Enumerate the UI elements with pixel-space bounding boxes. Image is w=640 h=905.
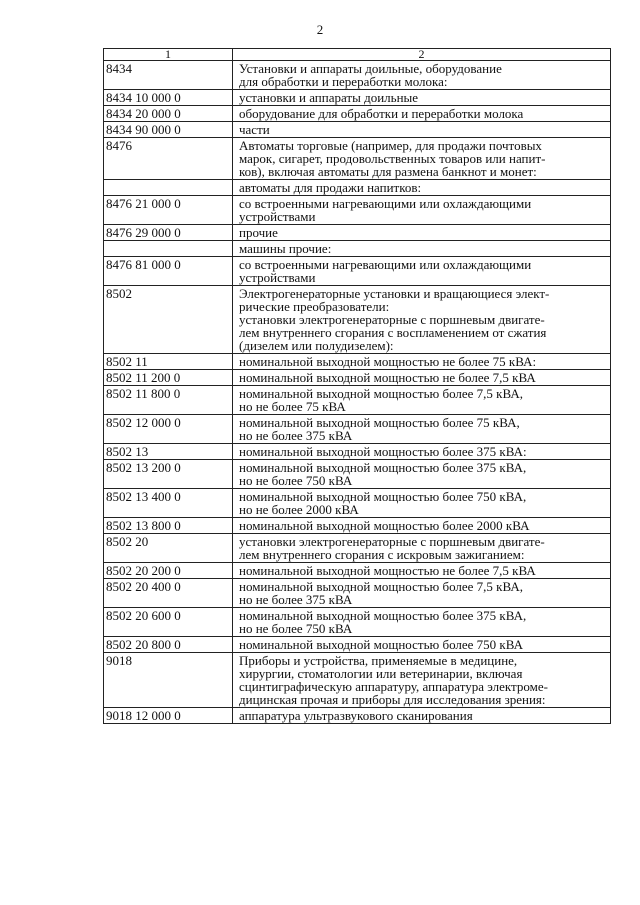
description-cell (233, 241, 611, 257)
description-line: (дизелем или полудизелем): (239, 338, 394, 353)
description-cell (233, 286, 611, 354)
description-cell (233, 489, 611, 518)
description-line: Установки и аппараты доильные, оборудование (239, 61, 502, 76)
code-cell: 8434 20 000 0 (104, 106, 233, 122)
description-line: номинальной выходной мощностью более 7,5 кВА, (239, 579, 523, 594)
code-cell: 8434 10 000 0 (104, 90, 233, 106)
description-line: сцинтиграфическую аппаратуру, аппаратура электроме- (239, 679, 548, 694)
description-cell (233, 518, 611, 534)
code-cell: 8502 11 (104, 354, 233, 370)
description-cell (233, 370, 611, 386)
table-row (104, 90, 611, 106)
description-line: но не более 375 кВА (239, 592, 353, 607)
code-cell: 8502 12 000 0 (104, 415, 233, 444)
description-cell (233, 415, 611, 444)
description-line: номинальной выходной мощностью более 750 кВА (239, 637, 523, 652)
table-row (104, 138, 611, 180)
table-row (104, 122, 611, 138)
code-cell: 8476 21 000 0 (104, 196, 233, 225)
table-row (104, 637, 611, 653)
description-line: для обработки и переработки молока: (239, 74, 448, 89)
table-row (104, 180, 611, 196)
description-cell (233, 90, 611, 106)
code-cell: 8502 13 (104, 444, 233, 460)
code-cell: 8502 13 400 0 (104, 489, 233, 518)
description-line: устройствами (239, 270, 316, 285)
description-line: хирургии, стоматологии или ветеринарии, включая (239, 666, 523, 681)
description-cell (233, 608, 611, 637)
table-row (104, 415, 611, 444)
description-line: номинальной выходной мощностью более 750 кВА, (239, 489, 527, 504)
description-line: установки и аппараты доильные (239, 90, 419, 105)
table-row (104, 608, 611, 637)
table-row (104, 534, 611, 563)
description-line: но не более 75 кВА (239, 399, 346, 414)
description-line: но не более 375 кВА (239, 428, 353, 443)
description-line: Электрогенераторные установки и вращающиеся элект- (239, 286, 550, 301)
description-cell (233, 106, 611, 122)
table-row (104, 653, 611, 708)
code-cell: 8502 20 800 0 (104, 637, 233, 653)
description-cell (233, 257, 611, 286)
table-body (104, 61, 611, 724)
description-cell (233, 460, 611, 489)
description-line: номинальной выходной мощностью более 75 кВА, (239, 415, 520, 430)
code-cell: 9018 (104, 653, 233, 708)
table-row (104, 257, 611, 286)
description-cell (233, 61, 611, 90)
table-row (104, 386, 611, 415)
description-line: части (239, 122, 270, 137)
description-line: ков), включая автоматы для размена банкнот и монет: (239, 164, 537, 179)
description-cell (233, 386, 611, 415)
description-cell (233, 138, 611, 180)
description-cell (233, 196, 611, 225)
description-line: автоматы для продажи напитков: (239, 180, 422, 195)
code-cell: 8502 13 800 0 (104, 518, 233, 534)
code-cell: 8502 20 200 0 (104, 563, 233, 579)
description-line: машины прочие: (239, 241, 332, 256)
description-line: номинальной выходной мощностью более 2000 кВА (239, 518, 530, 533)
table-row (104, 354, 611, 370)
description-line: номинальной выходной мощностью более 375 кВА: (239, 444, 527, 459)
table-row (104, 579, 611, 608)
description-line: но не более 750 кВА (239, 621, 353, 636)
description-cell (233, 122, 611, 138)
table-row (104, 225, 611, 241)
code-cell: 8434 90 000 0 (104, 122, 233, 138)
description-cell (233, 579, 611, 608)
description-line: рические преобразователи: (239, 299, 390, 314)
table-row (104, 489, 611, 518)
table-row (104, 106, 611, 122)
table-row (104, 196, 611, 225)
description-line: номинальной выходной мощностью более 7,5 кВА, (239, 386, 523, 401)
description-cell (233, 653, 611, 708)
description-cell (233, 180, 611, 196)
table-row (104, 286, 611, 354)
description-cell (233, 563, 611, 579)
description-line: номинальной выходной мощностью не более 75 кВА: (239, 354, 537, 369)
tariff-code-table (103, 48, 611, 724)
description-line: со встроенными нагревающими или охлаждающими (239, 257, 532, 272)
column-header-2: 2 (233, 49, 611, 61)
table-row (104, 370, 611, 386)
code-cell: 8476 81 000 0 (104, 257, 233, 286)
page-number: 2 (316, 22, 324, 37)
description-line: но не более 750 кВА (239, 473, 353, 488)
description-line: со встроенными нагревающими или охлаждающими (239, 196, 532, 211)
description-cell (233, 225, 611, 241)
code-cell: 9018 12 000 0 (104, 708, 233, 724)
description-line: номинальной выходной мощностью не более 7,5 кВА (239, 370, 536, 385)
description-line: лем внутреннего сгорания с воспламенением от сжатия (239, 325, 547, 340)
code-cell: 8434 (104, 61, 233, 90)
code-cell (104, 241, 233, 257)
description-line: номинальной выходной мощностью более 375 кВА, (239, 608, 527, 623)
code-cell: 8502 11 800 0 (104, 386, 233, 415)
code-cell: 8476 (104, 138, 233, 180)
description-line: оборудование для обработки и переработки молока (239, 106, 524, 121)
description-line: аппаратура ультразвукового сканирования (239, 708, 473, 723)
description-line: дицинская прочая и приборы для исследования зрения: (239, 692, 546, 707)
code-cell (104, 180, 233, 196)
code-cell: 8502 13 200 0 (104, 460, 233, 489)
table-row (104, 518, 611, 534)
table-row (104, 563, 611, 579)
description-line: но не более 2000 кВА (239, 502, 359, 517)
code-cell: 8502 20 400 0 (104, 579, 233, 608)
description-line: марок, сигарет, продовольственных товаров или напит- (239, 151, 546, 166)
description-line: номинальной выходной мощностью не более 7,5 кВА (239, 563, 536, 578)
description-line: установки электрогенераторные с поршневым двигате- (239, 534, 545, 549)
code-cell: 8502 (104, 286, 233, 354)
description-cell (233, 354, 611, 370)
code-cell: 8476 29 000 0 (104, 225, 233, 241)
description-line: Приборы и устройства, применяемые в медицине, (239, 653, 518, 668)
description-line: лем внутреннего сгорания с искровым зажиганием: (239, 547, 525, 562)
description-line: установки электрогенераторные с поршневым двигате- (239, 312, 545, 327)
table-row (104, 708, 611, 724)
description-cell (233, 444, 611, 460)
code-cell: 8502 11 200 0 (104, 370, 233, 386)
table-row (104, 444, 611, 460)
code-cell: 8502 20 (104, 534, 233, 563)
table-header-row (104, 49, 611, 61)
description-cell (233, 534, 611, 563)
description-cell (233, 708, 611, 724)
description-cell (233, 637, 611, 653)
code-cell: 8502 20 600 0 (104, 608, 233, 637)
description-line: прочие (239, 225, 278, 240)
description-line: устройствами (239, 209, 316, 224)
table-row (104, 61, 611, 90)
column-header-1: 1 (104, 49, 233, 61)
description-line: Автоматы торговые (например, для продажи почтовых (239, 138, 542, 153)
description-line: номинальной выходной мощностью более 375 кВА, (239, 460, 527, 475)
table-row (104, 241, 611, 257)
table-row (104, 460, 611, 489)
